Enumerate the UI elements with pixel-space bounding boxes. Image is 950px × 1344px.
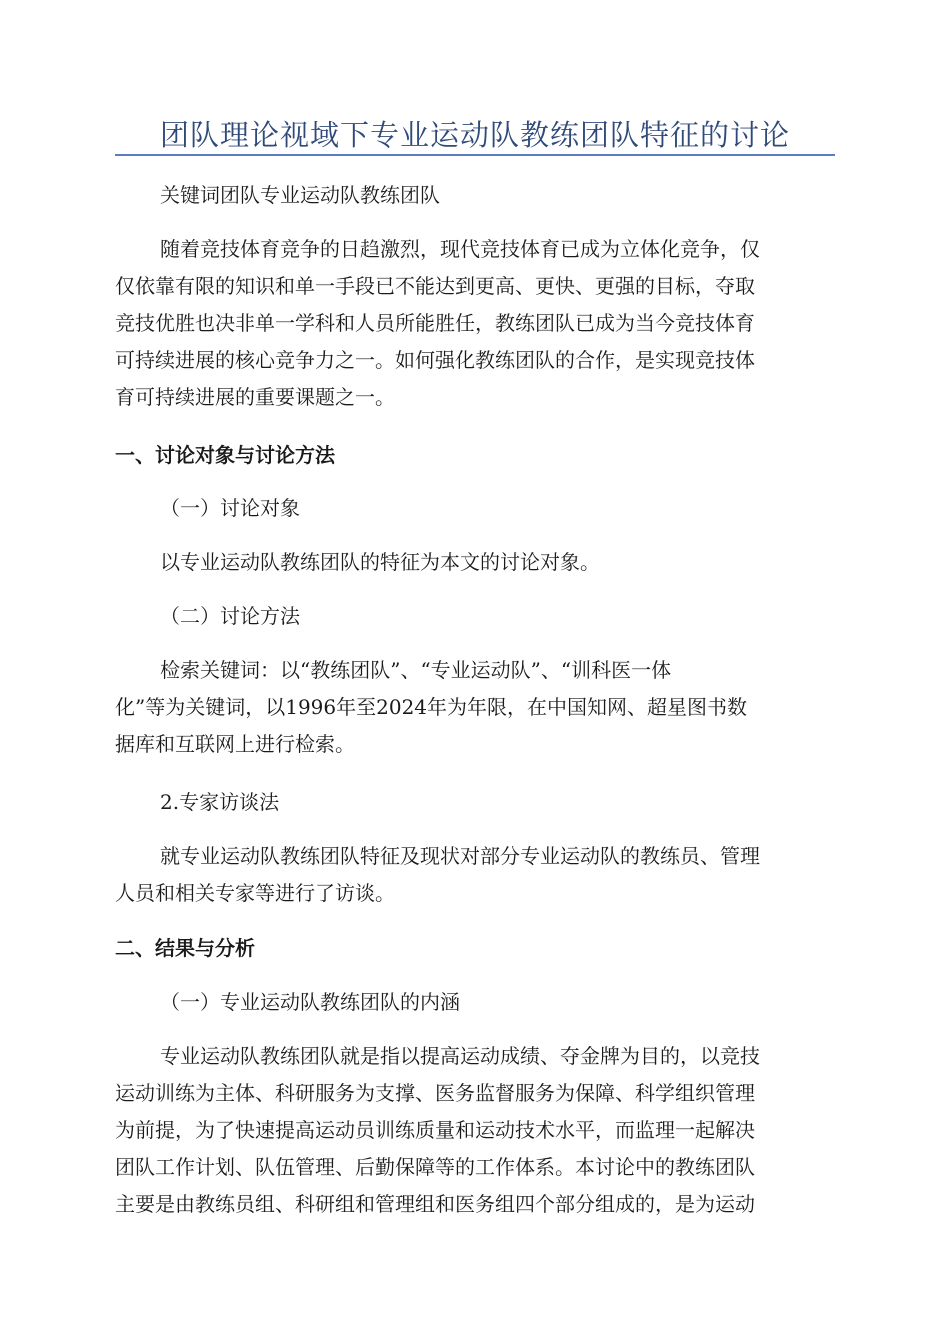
- method-line: 据库和互联网上进行检索。: [115, 732, 355, 756]
- keywords-line: 关键词团队专业运动队教练团队: [160, 183, 440, 207]
- connotation-line: 专业运动队教练团队就是指以提高运动成绩、夺金牌为目的，以竞技: [160, 1044, 760, 1068]
- interview-paragraph: [115, 838, 835, 912]
- subheading-research-object: （一）讨论对象: [160, 496, 300, 520]
- intro-line: 仅依靠有限的知识和单一手段已不能达到更高、更快、更强的目标，夺取: [115, 274, 755, 298]
- intro-line: 随着竞技体育竞争的日趋激烈，现代竞技体育已成为立体化竞争，仅: [160, 237, 760, 261]
- intro-line: 可持续进展的核心竞争力之一。如何强化教练团队的合作，是实现竞技体: [115, 348, 755, 372]
- title-underline: [115, 154, 835, 156]
- method-line: 化”等为关键词，以1996年至2024年为年限，在中国知网、超星图书数: [115, 695, 748, 719]
- interview-line: 就专业运动队教练团队特征及现状对部分专业运动队的教练员、管理: [160, 844, 760, 868]
- document-title: 团队理论视域下专业运动队教练团队特征的讨论: [159, 118, 790, 152]
- section-heading-1: 一、讨论对象与讨论方法: [115, 443, 335, 467]
- connotation-paragraph: [115, 1038, 835, 1223]
- connotation-line: 为前提，为了快速提高运动员训练质量和运动技术水平，而监理一起解决: [115, 1118, 755, 1142]
- connotation-line: 主要是由教练员组、科研组和管理组和医务组四个部分组成的，是为运动: [115, 1192, 755, 1216]
- method-paragraph: [115, 652, 835, 763]
- interview-line: 人员和相关专家等进行了访谈。: [115, 881, 395, 905]
- section-heading-2: 二、结果与分析: [115, 936, 255, 960]
- method-line: 检索关键词：以“教练团队”、“专业运动队”、“训科医一体: [160, 658, 672, 682]
- connotation-line: 团队工作计划、队伍管理、后勤保障等的工作体系。本讨论中的教练团队: [115, 1155, 755, 1179]
- research-object-text: 以专业运动队教练团队的特征为本文的讨论对象。: [160, 550, 600, 574]
- intro-line: 育可持续进展的重要课题之一。: [115, 385, 395, 409]
- subheading-expert-interview: 2.专家访谈法: [160, 790, 280, 814]
- subheading-research-method: （二）讨论方法: [160, 604, 300, 628]
- intro-paragraph: [115, 231, 835, 416]
- intro-line: 竞技优胜也决非单一学科和人员所能胜任，教练团队已成为当今竞技体育: [115, 311, 755, 335]
- connotation-line: 运动训练为主体、科研服务为支撑、医务监督服务为保障、科学组织管理: [115, 1081, 755, 1105]
- subheading-connotation: （一）专业运动队教练团队的内涵: [160, 990, 460, 1014]
